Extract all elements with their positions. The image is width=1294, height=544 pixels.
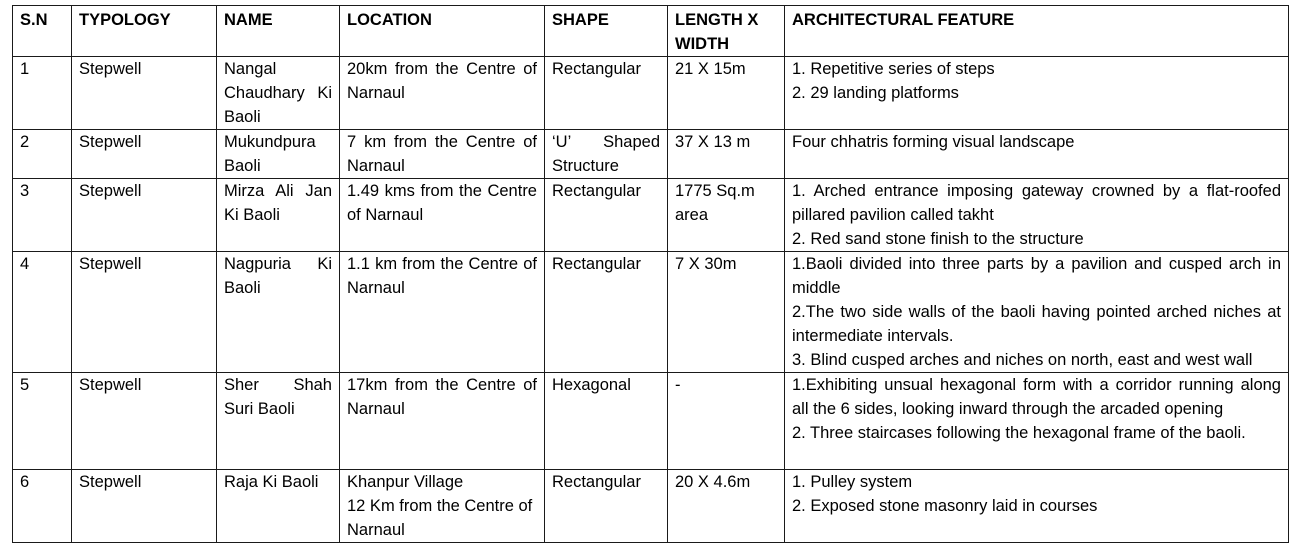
table-row bbox=[13, 179, 1289, 252]
cell-features bbox=[785, 57, 1289, 130]
header-typology: TYPOLOGY bbox=[72, 6, 217, 57]
feature-item: 1.Exhibiting unsual hexagonal form with a corridor running along all the 6 sides, looking inward through the arcaded opening bbox=[792, 376, 1281, 418]
cell-typology: Stepwell bbox=[72, 470, 217, 543]
feature-item: 2. Exposed stone masonry laid in courses bbox=[792, 497, 1098, 515]
cell-shape: Rectangular bbox=[545, 252, 668, 373]
cell-size: 37 X 13 m bbox=[668, 130, 785, 179]
header-sn: S.N bbox=[13, 6, 72, 57]
cell-name: Raja Ki Baoli bbox=[217, 470, 340, 543]
cell-shape: Rectangular bbox=[545, 57, 668, 130]
feature-item: 1. Repetitive series of steps bbox=[792, 60, 995, 78]
cell-size: 7 X 30m bbox=[668, 252, 785, 373]
feature-item: 2.The two side walls of the baoli having pointed arched niches at intermediate intervals. bbox=[792, 303, 1281, 345]
cell-typology: Stepwell bbox=[72, 373, 217, 470]
header-features: ARCHITECTURAL FEATURE bbox=[785, 6, 1289, 57]
cell-typology: Stepwell bbox=[72, 130, 217, 179]
cell-features bbox=[785, 470, 1289, 543]
feature-item: 3. Blind cusped arches and niches on north, east and west wall bbox=[792, 351, 1253, 369]
cell-size: - bbox=[668, 373, 785, 470]
cell-name: Mukundpura Baoli bbox=[217, 130, 340, 179]
feature-item: 2. 29 landing platforms bbox=[792, 84, 959, 102]
cell-features bbox=[785, 373, 1289, 470]
header-size: LENGTH X WIDTH bbox=[668, 6, 785, 57]
cell-name: Nangal Chaudhary Ki Baoli bbox=[217, 57, 340, 130]
feature-item: 2. Three staircases following the hexagonal frame of the baoli. bbox=[792, 424, 1246, 442]
cell-features bbox=[785, 252, 1289, 373]
header-location: LOCATION bbox=[340, 6, 545, 57]
cell-location: 1.1 km from the Centre of Narnaul bbox=[340, 252, 545, 373]
cell-size: 20 X 4.6m bbox=[668, 470, 785, 543]
cell-sn: 2 bbox=[13, 130, 72, 179]
cell-name: Sher Shah Suri Baoli bbox=[217, 373, 340, 470]
cell-sn: 6 bbox=[13, 470, 72, 543]
header-row bbox=[13, 6, 1289, 57]
table-row bbox=[13, 373, 1289, 470]
cell-typology: Stepwell bbox=[72, 252, 217, 373]
feature-item: Four chhatris forming visual landscape bbox=[792, 133, 1075, 151]
cell-location bbox=[340, 470, 545, 543]
header-name: NAME bbox=[217, 6, 340, 57]
cell-location: 20km from the Centre of Narnaul bbox=[340, 57, 545, 130]
cell-typology: Stepwell bbox=[72, 57, 217, 130]
cell-typology: Stepwell bbox=[72, 179, 217, 252]
cell-sn: 3 bbox=[13, 179, 72, 252]
cell-name: Mirza Ali Jan Ki Baoli bbox=[217, 179, 340, 252]
header-shape: SHAPE bbox=[545, 6, 668, 57]
cell-shape: Rectangular bbox=[545, 470, 668, 543]
table-row bbox=[13, 252, 1289, 373]
cell-name: Nagpuria Ki Baoli bbox=[217, 252, 340, 373]
feature-item: 1. Pulley system bbox=[792, 473, 913, 491]
cell-size: 1775 Sq.m area bbox=[668, 179, 785, 252]
stepwell-table bbox=[12, 5, 1289, 543]
cell-sn: 1 bbox=[13, 57, 72, 130]
table-row bbox=[13, 130, 1289, 179]
cell-location: 17km from the Centre of Narnaul bbox=[340, 373, 545, 470]
cell-size: 21 X 15m bbox=[668, 57, 785, 130]
feature-item: 1.Baoli divided into three parts by a pavilion and cusped arch in middle bbox=[792, 255, 1281, 297]
location-line: Khanpur Village bbox=[347, 473, 464, 491]
cell-shape: ‘U’ Shaped Structure bbox=[545, 130, 668, 179]
cell-features bbox=[785, 130, 1289, 179]
cell-features bbox=[785, 179, 1289, 252]
feature-item: 1. Arched entrance imposing gateway crowned by a flat-roofed pillared pavilion called takht bbox=[792, 182, 1281, 224]
cell-shape: Rectangular bbox=[545, 179, 668, 252]
table-row bbox=[13, 470, 1289, 543]
cell-sn: 5 bbox=[13, 373, 72, 470]
cell-sn: 4 bbox=[13, 252, 72, 373]
table-row bbox=[13, 57, 1289, 130]
cell-location: 1.49 kms from the Centre of Narnaul bbox=[340, 179, 545, 252]
cell-location: 7 km from the Centre of Narnaul bbox=[340, 130, 545, 179]
cell-shape: Hexagonal bbox=[545, 373, 668, 470]
location-line: 12 Km from the Centre of Narnaul bbox=[347, 497, 533, 539]
feature-item: 2. Red sand stone finish to the structure bbox=[792, 230, 1084, 248]
